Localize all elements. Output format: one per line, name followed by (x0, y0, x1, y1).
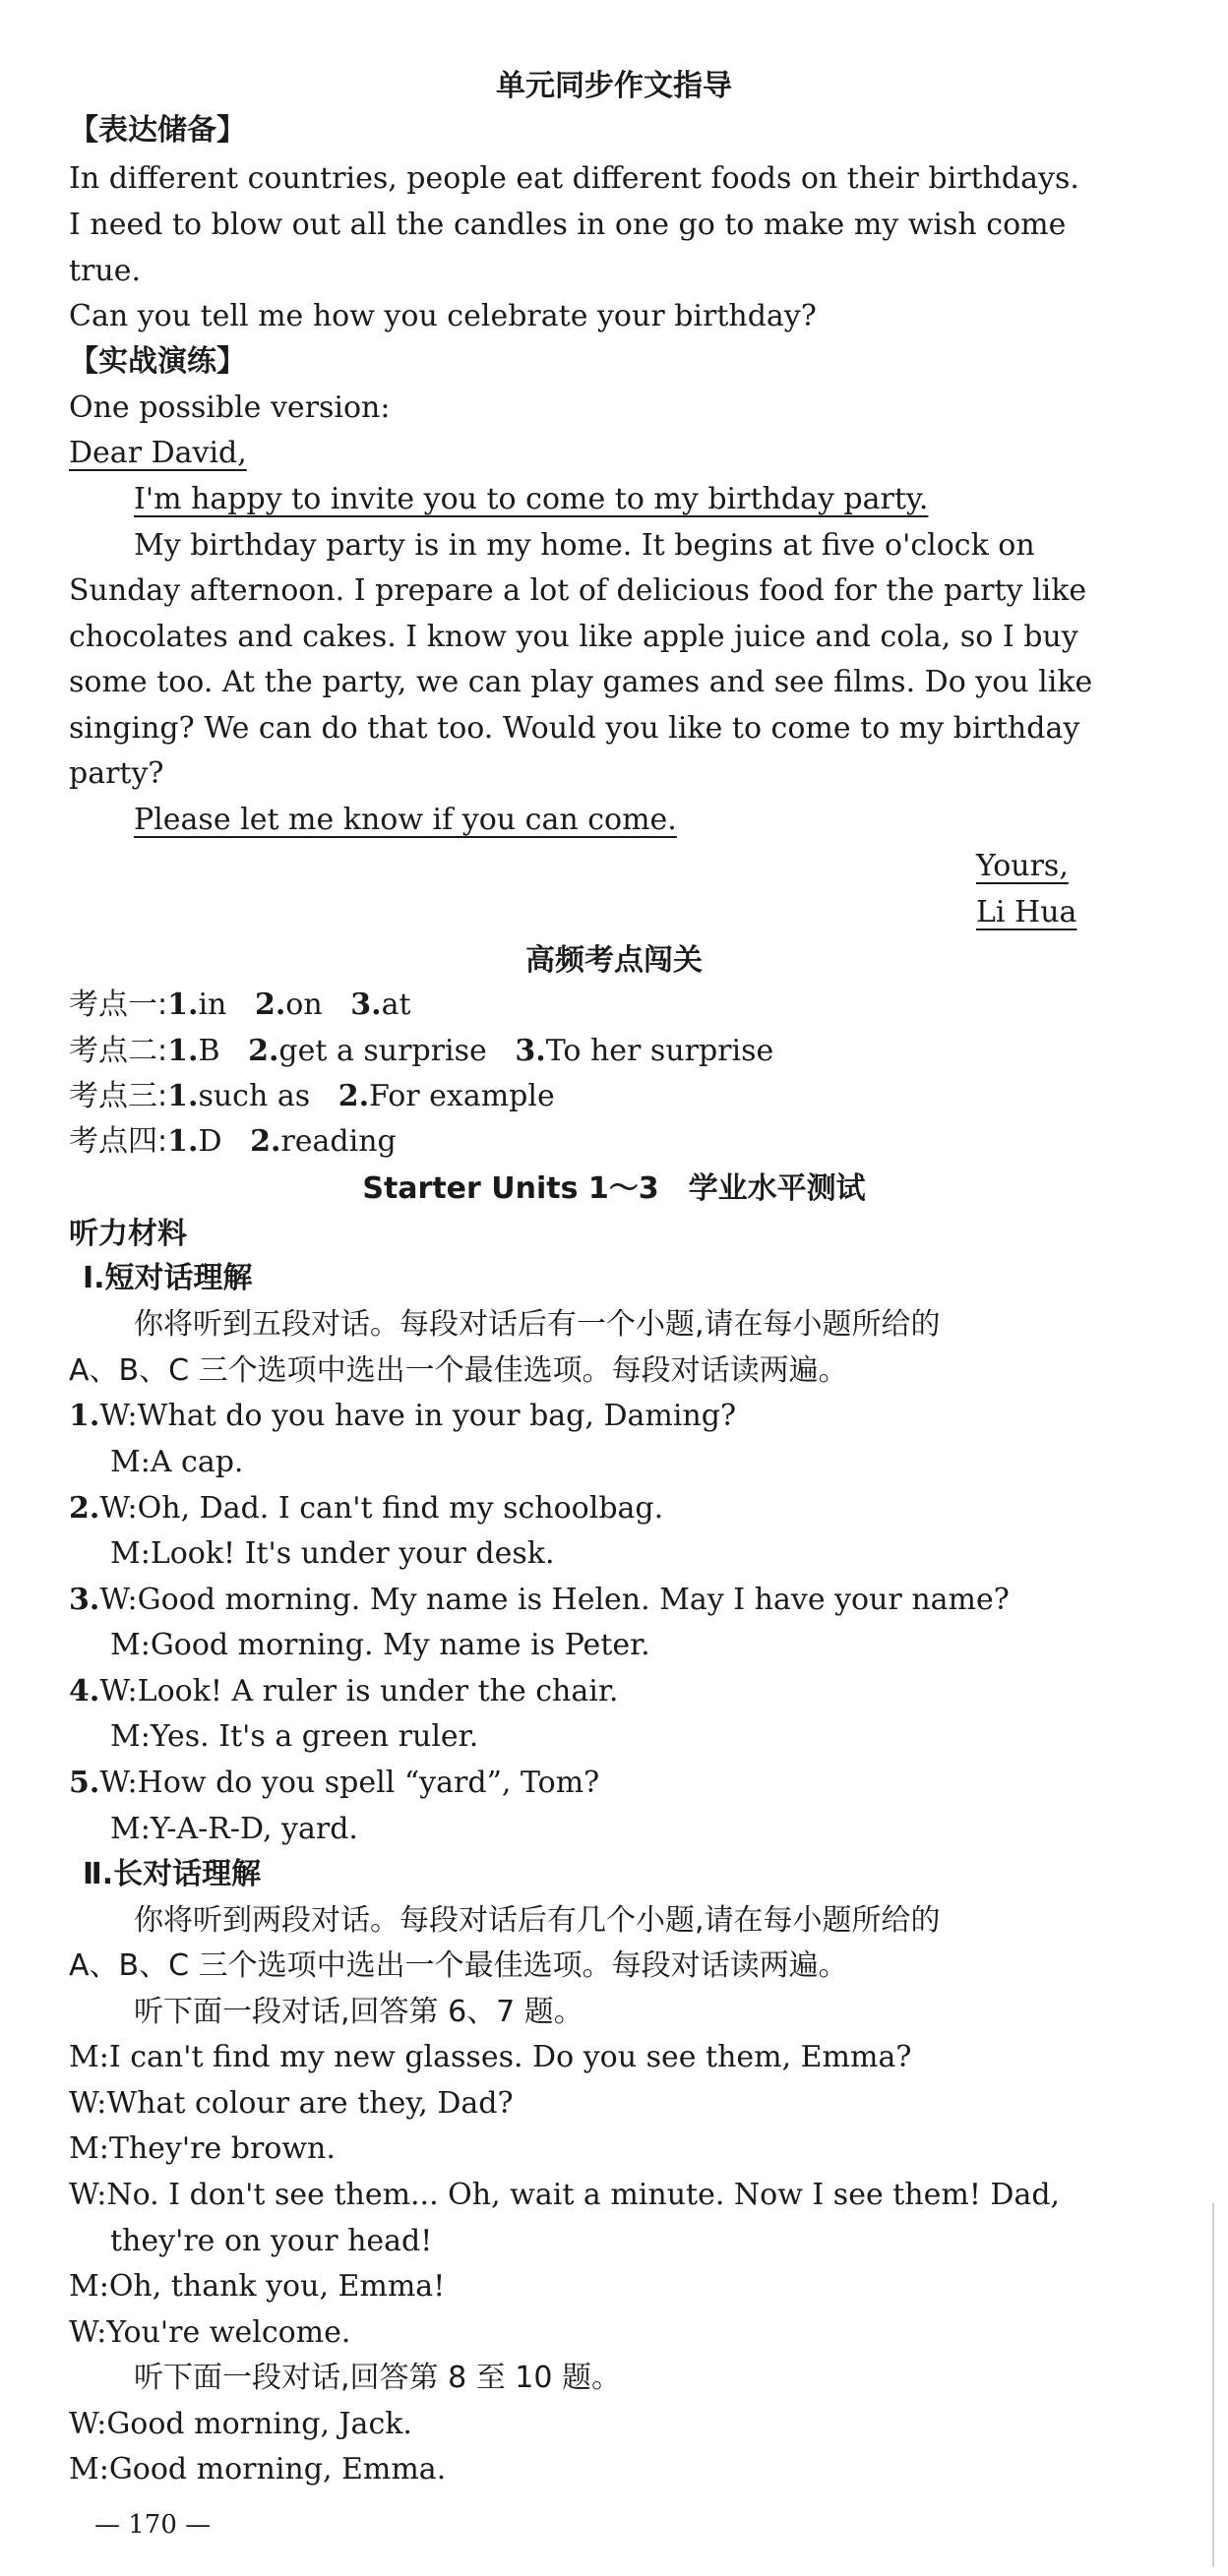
part1-instruction: 你将听到五段对话。每段对话后有一个小题,请在每小题所给的 (134, 1307, 941, 1342)
answer-number: 1. (167, 1079, 199, 1113)
letter-opening: I'm happy to invite you to come to my birthday party. (134, 482, 929, 516)
question-number: 2. (69, 1491, 100, 1526)
key-point-row (69, 1077, 1112, 1116)
answer-number: 2. (338, 1079, 370, 1113)
dialogue-line: M:They're brown. (69, 2131, 336, 2166)
question-number: 5. (69, 1766, 100, 1800)
dialogue-line: M:Good morning, Emma. (69, 2452, 447, 2486)
answer-text: in (198, 988, 227, 1022)
speaker-w-line: W:Look! A ruler is under the chair. (99, 1674, 619, 1708)
dialogue-line (69, 1397, 1112, 1436)
answer-number: 3. (350, 988, 382, 1022)
answer-text: For example (369, 1079, 555, 1113)
letter-body-line: some too. At the party, we can play games and see films. Do you like (69, 665, 1093, 699)
dialogue-line: W:You're welcome. (69, 2315, 351, 2350)
question-number: 1. (69, 1399, 100, 1433)
answer-text: D (198, 1124, 222, 1159)
key-point-label: 考点一: (69, 988, 168, 1022)
answer-number: 2. (248, 1034, 279, 1068)
letter-signature: Li Hua (976, 895, 1077, 929)
letter-sign-off: Yours, (976, 849, 1069, 883)
letter-body-line: party? (69, 756, 164, 791)
dialogue-line: they're on your head! (110, 2224, 433, 2258)
expression-line: Can you tell me how you celebrate your birthday? (69, 299, 817, 333)
answer-text: B (198, 1034, 220, 1068)
speaker-w-line: W:Oh, Dad. I can't find my schoolbag. (99, 1491, 664, 1526)
answer-number: 1. (167, 1124, 199, 1159)
dialogue-line (69, 1672, 1112, 1711)
speaker-w-line: W:What do you have in your bag, Daming? (99, 1399, 737, 1433)
dialogue-line: M:Yes. It's a green ruler. (110, 1719, 479, 1754)
dialogue-line: M:Oh, thank you, Emma! (69, 2269, 446, 2304)
dialogue-line (69, 1581, 1112, 1620)
answer-text: on (285, 988, 323, 1022)
listening-heading: 听力材料 (69, 1217, 187, 1251)
answer-number: 3. (515, 1034, 546, 1068)
answer-text: To her surprise (545, 1034, 774, 1068)
key-point-row (69, 1122, 1112, 1162)
answer-text: at (381, 988, 411, 1022)
heading-expression-reserve: 【表达储备】 (69, 113, 246, 148)
answer-text: reading (280, 1124, 397, 1159)
margin-rule (1212, 2203, 1214, 2567)
answer-number: 2. (250, 1124, 281, 1159)
version-label: One possible version: (69, 390, 391, 425)
answer-number: 2. (254, 988, 286, 1022)
letter-body-line: Sunday afternoon. I prepare a lot of delicious food for the party like (69, 573, 1087, 608)
dialogue-line (69, 1764, 1112, 1803)
speaker-w-line: W:Good morning. My name is Helen. May I have your name? (99, 1583, 1010, 1617)
dialogue-intro: 听下面一段对话,回答第 8 至 10 题。 (134, 2361, 621, 2395)
dialogue-line: M:Y-A-R-D, yard. (110, 1812, 358, 1846)
part2-heading: Ⅱ.长对话理解 (83, 1857, 262, 1891)
dialogue-line: M:Look! It's under your desk. (110, 1536, 555, 1571)
dialogue-line (69, 1489, 1112, 1528)
letter-salutation: Dear David, (69, 436, 247, 470)
question-number: 3. (69, 1583, 100, 1617)
letter-closing: Please let me know if you can come. (134, 803, 677, 837)
part2-instruction: 你将听到两段对话。每段对话后有几个小题,请在每小题所给的 (134, 1903, 941, 1938)
section-title-writing-guide: 单元同步作文指导 (496, 69, 732, 103)
expression-line: true. (69, 254, 142, 288)
key-point-row (69, 986, 1112, 1025)
dialogue-line: M:I can't find my new glasses. Do you see them, Emma? (69, 2040, 912, 2074)
letter-body-line: My birthday party is in my home. It begins at five o'clock on (134, 528, 1035, 563)
part1-instruction: A、B、C 三个选项中选出一个最佳选项。每段对话读两遍。 (69, 1353, 848, 1388)
part2-instruction: A、B、C 三个选项中选出一个最佳选项。每段对话读两遍。 (69, 1948, 848, 1983)
expression-line: I need to blow out all the candles in one go to make my wish come (69, 208, 1067, 242)
answer-number: 1. (167, 1034, 199, 1068)
answer-text: such as (198, 1079, 311, 1113)
dialogue-line: W:Good morning, Jack. (69, 2407, 412, 2441)
dialogue-line: M:Good morning. My name is Peter. (110, 1628, 650, 1662)
letter-body-line: singing? We can do that too. Would you like to come to my birthday (69, 711, 1080, 746)
page-number: — 170 — (94, 2510, 212, 2540)
question-number: 4. (69, 1674, 100, 1708)
expression-line: In different countries, people eat different foods on their birthdays. (69, 161, 1079, 196)
key-point-label: 考点二: (69, 1034, 168, 1068)
dialogue-line: W:No. I don't see them... Oh, wait a minute. Now I see them! Dad, (69, 2178, 1061, 2212)
dialogue-intro: 听下面一段对话,回答第 6、7 题。 (134, 1995, 583, 2029)
letter-body-line: chocolates and cakes. I know you like apple juice and cola, so I buy (69, 620, 1078, 654)
key-point-label: 考点四: (69, 1124, 168, 1159)
key-point-label: 考点三: (69, 1079, 168, 1113)
section-title-test: Starter Units 1～3 学业水平测试 (362, 1171, 866, 1206)
key-point-row (69, 1032, 1112, 1071)
speaker-w-line: W:How do you spell “yard”, Tom? (99, 1766, 600, 1800)
heading-practice: 【实战演练】 (69, 344, 246, 379)
part1-heading: Ⅰ.短对话理解 (83, 1261, 253, 1295)
section-title-key-points: 高频考点闯关 (525, 943, 703, 978)
answer-number: 1. (167, 988, 199, 1022)
dialogue-line: W:What colour are they, Dad? (69, 2086, 514, 2121)
dialogue-line: M:A cap. (110, 1445, 244, 1479)
answer-text: get a surprise (278, 1034, 487, 1068)
